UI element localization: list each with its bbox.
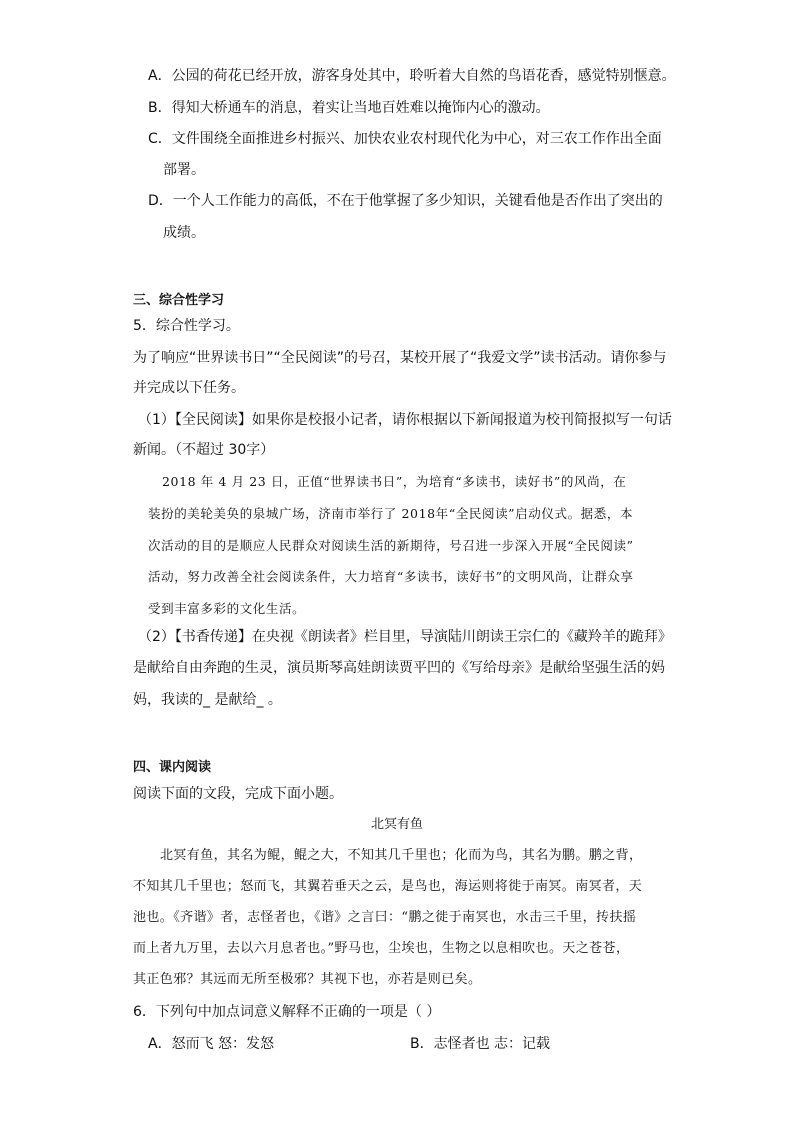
option-c-continued: 部署。 [163,162,205,178]
q6-option-a: A．怒而飞 怒：发怒 [148,1036,275,1052]
option-a: A．公园的荷花已经开放，游客身处其中，聆听着大自然的鸟语花香，感觉特别惬意。 [148,68,676,84]
news-line: 装扮的美轮美奂的泉城广场，济南市举行了 2018年“全民阅读”启动仪式。据悉，本 [148,506,634,521]
task-1-continued: 新闻。（不超过 30字） [133,442,275,458]
news-line: 次活动的目的是顺应人民群众对阅读生活的新期待，号召进一步深入开展“全民阅读” [148,538,634,553]
task-2: （2）【书香传递】在央视《朗读者》栏目里，导演陆川朗读王宗仁的《藏羚羊的跪拜》 [138,629,672,645]
section-heading: 三、综合性学习 [133,293,225,308]
news-line: 活动，努力改善全社会阅读条件，大力培育“多读书，读好书”的文明风尚，让群众享 [148,569,634,584]
section-heading: 四、课内阅读 [133,760,212,775]
news-line: 2018 年 4 月 23 日，正值“世界读书日”，为培育“多读书，读好书”的风尚，在 [162,474,627,489]
intro-line: 为了响应“世界读书日”“全民阅读”的号召，某校开展了“我爱文学”读书活动。请你参与 [133,350,667,366]
option-b: B．得知大桥通车的消息，着实让当地百姓难以掩饰内心的激动。 [148,100,550,116]
news-line: 受到丰富多彩的文化生活。 [148,601,306,616]
passage-title: 北冥有鱼 [370,817,423,832]
passage-line: 其正色邪？其远而无所至极邪？其视下也，亦若是则已矣。 [133,972,482,987]
reading-instruction: 阅读下面的文段，完成下面小题。 [133,786,343,802]
task-2-continued: 是献给自由奔跑的生灵，演员斯琴高娃朗读贾平凹的《写给母亲》是献给坚强生活的妈 [133,660,665,676]
passage-line: 而上者九万里，去以六月息者也。”野马也，尘埃也，生物之以息相吹也。天之苍苍， [133,941,630,956]
passage-line: 池也。《齐谐》者，志怪者也，《谐》之言曰：“鹏之徙于南冥也，水击三千里，抟扶摇 [133,910,637,925]
passage-line: 不知其几千里也；怒而飞，其翼若垂天之云，是鸟也，海运则将徙于南冥。南冥者，天 [133,879,643,894]
option-d-continued: 成绩。 [163,225,205,241]
passage-line: 北冥有鱼，其名为鲲，鲲之大，不知其几千里也；化而为鸟，其名为鹏。鹏之背， [160,848,643,863]
task-2-continued: 妈，我读的_ 是献给_ 。 [133,692,282,708]
option-c: C．文件围绕全面推进乡村振兴、加快农业农村现代化为中心，对三农工作作出全面 [148,131,662,147]
option-d: D．一个人工作能力的高低，不在于他掌握了多少知识，关键看他是否作出了突出的 [148,193,663,209]
question-6: 6．下列句中加点词意义解释不正确的一项是（ ） [133,1004,441,1020]
question-title: 5．综合性学习。 [133,318,240,334]
task-1: （1）【全民阅读】如果你是校报小记者，请你根据以下新闻报道为校刊简报拟写一句话 [138,412,672,428]
q6-option-b: B．志怪者也 志：记载 [410,1036,551,1052]
intro-line: 并完成以下任务。 [133,380,245,396]
